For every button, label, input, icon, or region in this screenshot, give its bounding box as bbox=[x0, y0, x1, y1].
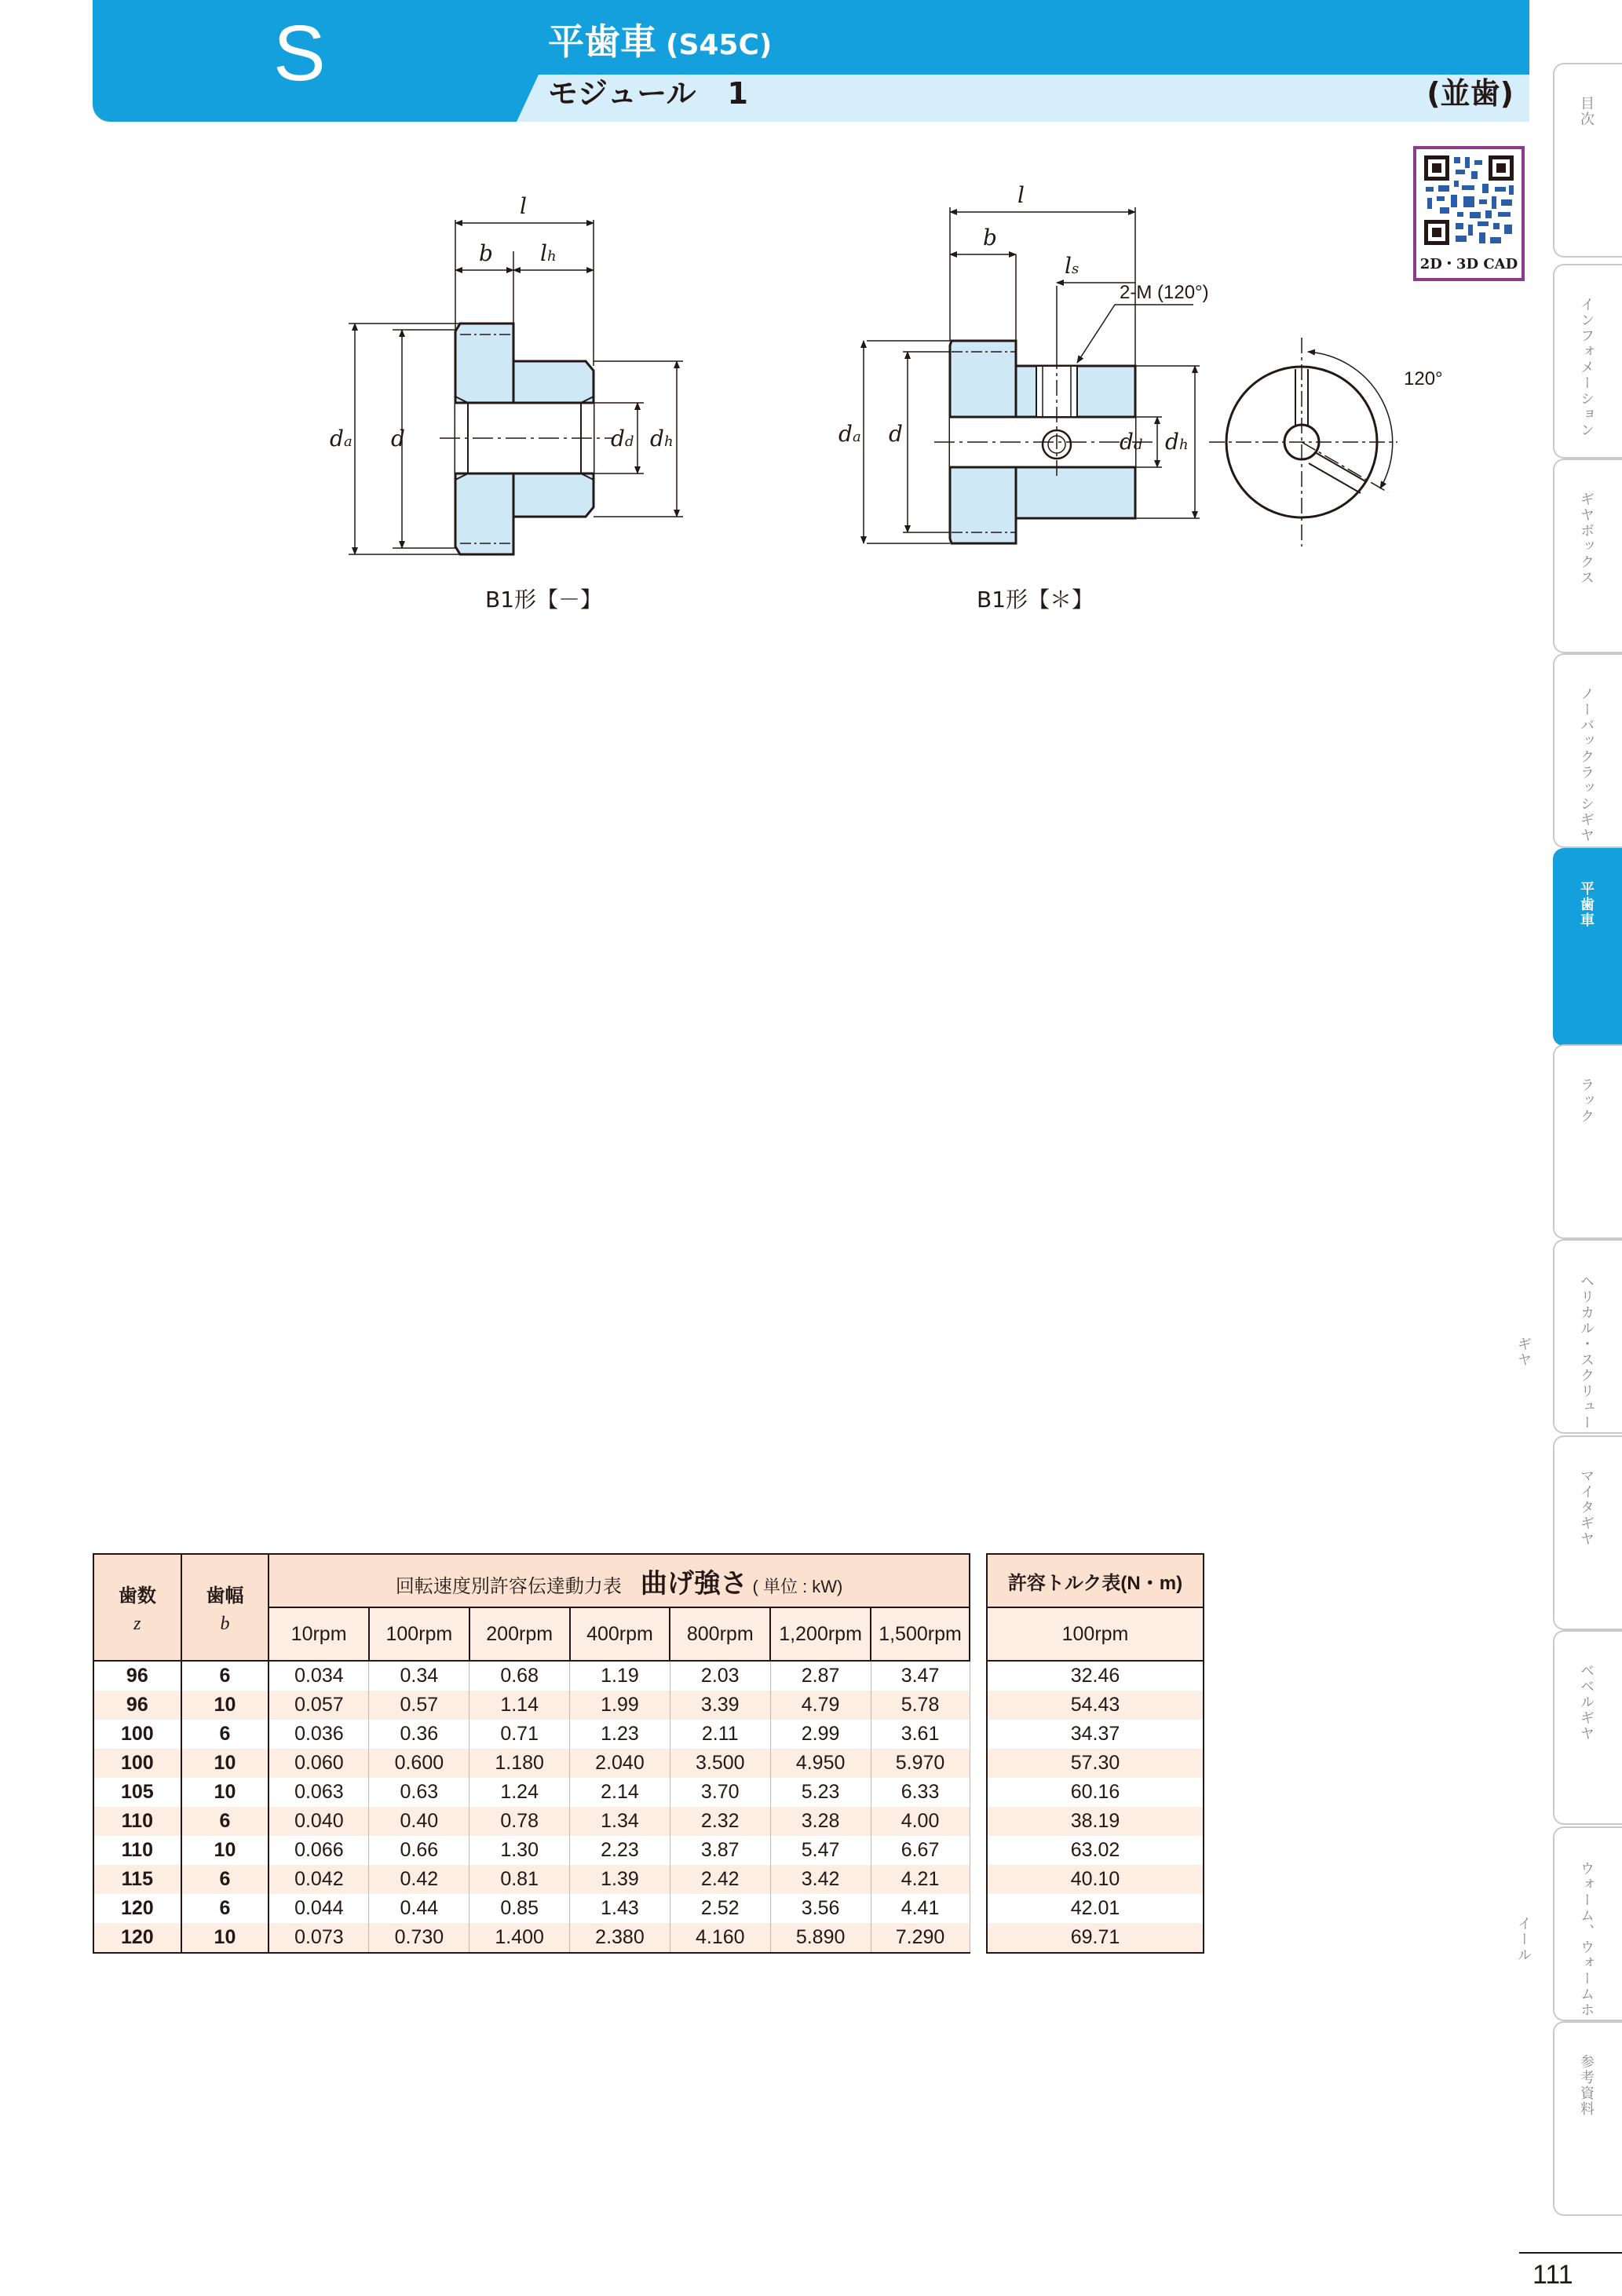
dim-dh-label: dh bbox=[1165, 429, 1189, 455]
dim-dd-label: dd bbox=[611, 426, 634, 452]
qr-caption: 2D・3D CAD bbox=[1419, 256, 1518, 272]
power-cell: 0.44 bbox=[369, 1894, 469, 1923]
power-cell: 3.28 bbox=[770, 1807, 871, 1836]
dim-d-label: d bbox=[391, 426, 405, 452]
power-cell: 0.042 bbox=[269, 1865, 369, 1894]
side-tab-label: ラック bbox=[1578, 1077, 1595, 1124]
table-row bbox=[93, 1749, 970, 1778]
page-number: 111 bbox=[1532, 2260, 1573, 2290]
figure-right-caption: B1形【＊】 bbox=[977, 587, 1094, 612]
side-tab-label: ウォーム、ウォームホイール bbox=[1515, 1861, 1595, 2018]
power-cell: 4.160 bbox=[670, 1923, 770, 1953]
table-row bbox=[93, 1691, 970, 1720]
power-cell: 3.87 bbox=[670, 1836, 770, 1865]
power-cell: 1.34 bbox=[570, 1807, 670, 1836]
side-tab-7[interactable] bbox=[1515, 1239, 1622, 1434]
side-tab-label: マイタギヤ bbox=[1578, 1468, 1595, 1547]
power-cell: 3.39 bbox=[670, 1691, 770, 1720]
tap-angle-label: 120° bbox=[1404, 368, 1443, 389]
rpm-header: 100rpm bbox=[369, 1607, 469, 1661]
power-cell: 3.70 bbox=[670, 1778, 770, 1807]
power-cell: 0.034 bbox=[269, 1661, 369, 1691]
cad-qr-code[interactable] bbox=[1413, 146, 1525, 281]
power-cell: 5.47 bbox=[770, 1836, 871, 1865]
width-cell: 6 bbox=[181, 1661, 269, 1691]
torque-cell: 63.02 bbox=[987, 1836, 1204, 1865]
power-cell: 0.34 bbox=[369, 1661, 469, 1691]
col-width-header: 歯幅 b bbox=[181, 1554, 269, 1661]
power-cell: 0.81 bbox=[469, 1865, 570, 1894]
dim-b-label: b bbox=[983, 225, 997, 250]
rpm-header: 10rpm bbox=[269, 1607, 369, 1661]
teeth-cell: 110 bbox=[93, 1836, 181, 1865]
teeth-cell: 100 bbox=[93, 1749, 181, 1778]
rpm-header: 800rpm bbox=[670, 1607, 770, 1661]
power-cell: 0.040 bbox=[269, 1807, 369, 1836]
width-cell: 6 bbox=[181, 1720, 269, 1749]
col-teeth-header: 歯数 z bbox=[93, 1554, 181, 1661]
power-cell: 0.40 bbox=[369, 1807, 469, 1836]
power-cell: 2.03 bbox=[670, 1661, 770, 1691]
table-row bbox=[93, 1894, 970, 1923]
side-tab-3[interactable] bbox=[1553, 459, 1622, 653]
power-cell: 0.71 bbox=[469, 1720, 570, 1749]
teeth-cell: 96 bbox=[93, 1661, 181, 1691]
table-row bbox=[93, 1923, 970, 1953]
power-cell: 0.63 bbox=[369, 1778, 469, 1807]
side-tab-11[interactable] bbox=[1553, 2021, 1622, 2216]
power-cell: 1.14 bbox=[469, 1691, 570, 1720]
tooth-type: (並歯) bbox=[1427, 76, 1514, 111]
width-cell: 10 bbox=[181, 1691, 269, 1720]
width-cell: 10 bbox=[181, 1923, 269, 1953]
power-cell: 2.11 bbox=[670, 1720, 770, 1749]
side-tab-10[interactable] bbox=[1515, 1826, 1622, 2021]
width-cell: 6 bbox=[181, 1807, 269, 1836]
power-rating-table bbox=[93, 1553, 970, 1954]
side-tab-6[interactable] bbox=[1553, 1044, 1622, 1239]
table-row bbox=[987, 1923, 1204, 1953]
table-row bbox=[987, 1865, 1204, 1894]
dim-dh-label: dh bbox=[650, 426, 674, 452]
torque-cell: 60.16 bbox=[987, 1778, 1204, 1807]
side-tab-label: 平歯車 bbox=[1578, 881, 1595, 928]
teeth-cell: 115 bbox=[93, 1865, 181, 1894]
rpm-header: 1,500rpm bbox=[871, 1607, 970, 1661]
power-cell: 2.99 bbox=[770, 1720, 871, 1749]
power-cell: 0.78 bbox=[469, 1807, 570, 1836]
module-label: モジュール bbox=[548, 76, 696, 111]
side-tab-4[interactable] bbox=[1553, 653, 1622, 848]
product-name: 平歯車 bbox=[548, 20, 656, 63]
side-tab-2[interactable] bbox=[1553, 264, 1622, 459]
torque-title: 許容トルク表(N・m) bbox=[987, 1554, 1204, 1607]
side-tab-label: ヘリカル・スクリューギヤ bbox=[1515, 1274, 1595, 1431]
teeth-cell: 105 bbox=[93, 1778, 181, 1807]
power-cell: 1.400 bbox=[469, 1923, 570, 1953]
table-row bbox=[93, 1661, 970, 1691]
power-cell: 1.19 bbox=[570, 1661, 670, 1691]
dim-ls-label: ls bbox=[1065, 253, 1080, 279]
torque-cell: 42.01 bbox=[987, 1894, 1204, 1923]
side-tab-label: ギヤボックス bbox=[1578, 492, 1595, 586]
page-number-rule bbox=[1519, 2252, 1622, 2254]
table-row bbox=[93, 1836, 970, 1865]
qr-code-icon bbox=[1416, 149, 1522, 248]
dim-da-label: da bbox=[330, 426, 353, 452]
power-cell: 2.52 bbox=[670, 1894, 770, 1923]
width-cell: 10 bbox=[181, 1749, 269, 1778]
power-cell: 5.970 bbox=[871, 1749, 970, 1778]
torque-cell: 38.19 bbox=[987, 1807, 1204, 1836]
table-row bbox=[987, 1894, 1204, 1923]
series-letter: S bbox=[273, 9, 326, 97]
power-cell: 3.42 bbox=[770, 1865, 871, 1894]
power-cell: 1.43 bbox=[570, 1894, 670, 1923]
dim-da-label: da bbox=[838, 421, 861, 447]
power-cell: 1.180 bbox=[469, 1749, 570, 1778]
power-cell: 0.073 bbox=[269, 1923, 369, 1953]
power-cell: 1.23 bbox=[570, 1720, 670, 1749]
width-cell: 6 bbox=[181, 1894, 269, 1923]
side-tab-label: 目次 bbox=[1578, 96, 1595, 127]
dim-l-label: l bbox=[1017, 182, 1025, 208]
figure-b1-plain bbox=[314, 188, 722, 565]
rpm-header: 400rpm bbox=[570, 1607, 670, 1661]
tap-spec-label: 2-M (120°) bbox=[1120, 282, 1209, 303]
torque-cell: 69.71 bbox=[987, 1923, 1204, 1953]
torque-cell: 54.43 bbox=[987, 1691, 1204, 1720]
power-cell: 2.32 bbox=[670, 1807, 770, 1836]
power-cell: 7.290 bbox=[871, 1923, 970, 1953]
power-cell: 4.00 bbox=[871, 1807, 970, 1836]
torque-table bbox=[986, 1553, 1204, 1954]
power-cell: 0.060 bbox=[269, 1749, 369, 1778]
table-row bbox=[987, 1836, 1204, 1865]
table-row bbox=[987, 1661, 1204, 1691]
power-cell: 3.56 bbox=[770, 1894, 871, 1923]
rpm-header: 1,200rpm bbox=[770, 1607, 871, 1661]
table-row bbox=[987, 1778, 1204, 1807]
teeth-cell: 96 bbox=[93, 1691, 181, 1720]
power-cell: 1.99 bbox=[570, 1691, 670, 1720]
width-cell: 6 bbox=[181, 1865, 269, 1894]
figure-b1-tapped bbox=[832, 181, 1443, 558]
power-cell: 5.23 bbox=[770, 1778, 871, 1807]
power-cell: 4.21 bbox=[871, 1865, 970, 1894]
table-row bbox=[987, 1807, 1204, 1836]
page-header bbox=[93, 0, 1529, 122]
side-tab-label: 参考資料 bbox=[1578, 2054, 1595, 2117]
power-cell: 2.14 bbox=[570, 1778, 670, 1807]
torque-cell: 40.10 bbox=[987, 1865, 1204, 1894]
power-title: 回転速度別許容伝達動力表 曲げ強さ ( 単位 : kW) bbox=[269, 1554, 970, 1607]
figure-left-caption: B1形【－】 bbox=[485, 587, 603, 612]
power-cell: 0.063 bbox=[269, 1778, 369, 1807]
power-cell: 4.79 bbox=[770, 1691, 871, 1720]
power-cell: 6.33 bbox=[871, 1778, 970, 1807]
power-cell: 1.24 bbox=[469, 1778, 570, 1807]
power-cell: 4.950 bbox=[770, 1749, 871, 1778]
table-row bbox=[987, 1691, 1204, 1720]
torque-rpm-header: 100rpm bbox=[987, 1607, 1204, 1661]
table-row bbox=[93, 1807, 970, 1836]
dim-lh-label: lh bbox=[540, 240, 557, 266]
power-cell: 0.044 bbox=[269, 1894, 369, 1923]
table-row bbox=[987, 1720, 1204, 1749]
table-row bbox=[93, 1778, 970, 1807]
power-cell: 2.040 bbox=[570, 1749, 670, 1778]
power-cell: 0.730 bbox=[369, 1923, 469, 1953]
power-cell: 5.78 bbox=[871, 1691, 970, 1720]
table-row bbox=[987, 1749, 1204, 1778]
power-cell: 5.890 bbox=[770, 1923, 871, 1953]
dim-d-label: d bbox=[889, 421, 903, 447]
side-tab-1[interactable] bbox=[1553, 63, 1622, 258]
power-cell: 1.39 bbox=[570, 1865, 670, 1894]
dim-dd-label: dd bbox=[1120, 429, 1143, 455]
width-cell: 10 bbox=[181, 1778, 269, 1807]
product-title bbox=[548, 20, 773, 63]
power-cell: 2.23 bbox=[570, 1836, 670, 1865]
power-cell: 6.67 bbox=[871, 1836, 970, 1865]
end-view bbox=[1209, 338, 1397, 547]
power-cell: 3.47 bbox=[871, 1661, 970, 1691]
teeth-cell: 110 bbox=[93, 1807, 181, 1836]
module-line bbox=[548, 76, 748, 111]
power-cell: 0.57 bbox=[369, 1691, 469, 1720]
side-tab-label: ベベルギヤ bbox=[1578, 1663, 1595, 1742]
power-cell: 0.057 bbox=[269, 1691, 369, 1720]
table-row bbox=[93, 1720, 970, 1749]
dim-l-label: l bbox=[520, 193, 527, 219]
power-cell: 3.500 bbox=[670, 1749, 770, 1778]
rpm-header: 200rpm bbox=[469, 1607, 570, 1661]
teeth-cell: 120 bbox=[93, 1923, 181, 1953]
power-cell: 3.61 bbox=[871, 1720, 970, 1749]
power-cell: 2.380 bbox=[570, 1923, 670, 1953]
table-row bbox=[93, 1865, 970, 1894]
power-cell: 1.30 bbox=[469, 1836, 570, 1865]
power-cell: 0.85 bbox=[469, 1894, 570, 1923]
teeth-cell: 120 bbox=[93, 1894, 181, 1923]
power-cell: 0.066 bbox=[269, 1836, 369, 1865]
power-cell: 4.41 bbox=[871, 1894, 970, 1923]
power-cell: 0.42 bbox=[369, 1865, 469, 1894]
power-cell: 0.036 bbox=[269, 1720, 369, 1749]
power-cell: 2.87 bbox=[770, 1661, 871, 1691]
torque-cell: 57.30 bbox=[987, 1749, 1204, 1778]
power-cell: 2.42 bbox=[670, 1865, 770, 1894]
module-value: 1 bbox=[727, 76, 748, 111]
side-tab-label: インフォメーション bbox=[1578, 297, 1595, 438]
side-tab-8[interactable] bbox=[1553, 1435, 1622, 1630]
torque-cell: 34.37 bbox=[987, 1720, 1204, 1749]
dim-b-label: b bbox=[479, 240, 493, 266]
side-tab-label: ノーバックラッシギヤ bbox=[1578, 686, 1595, 843]
teeth-cell: 100 bbox=[93, 1720, 181, 1749]
side-tab-9[interactable] bbox=[1553, 1630, 1622, 1825]
side-tab-5[interactable] bbox=[1553, 848, 1622, 1046]
power-cell: 0.36 bbox=[369, 1720, 469, 1749]
torque-cell: 32.46 bbox=[987, 1661, 1204, 1691]
power-cell: 0.66 bbox=[369, 1836, 469, 1865]
power-cell: 0.600 bbox=[369, 1749, 469, 1778]
power-cell: 0.68 bbox=[469, 1661, 570, 1691]
material-label: (S45C) bbox=[666, 29, 773, 61]
width-cell: 10 bbox=[181, 1836, 269, 1865]
